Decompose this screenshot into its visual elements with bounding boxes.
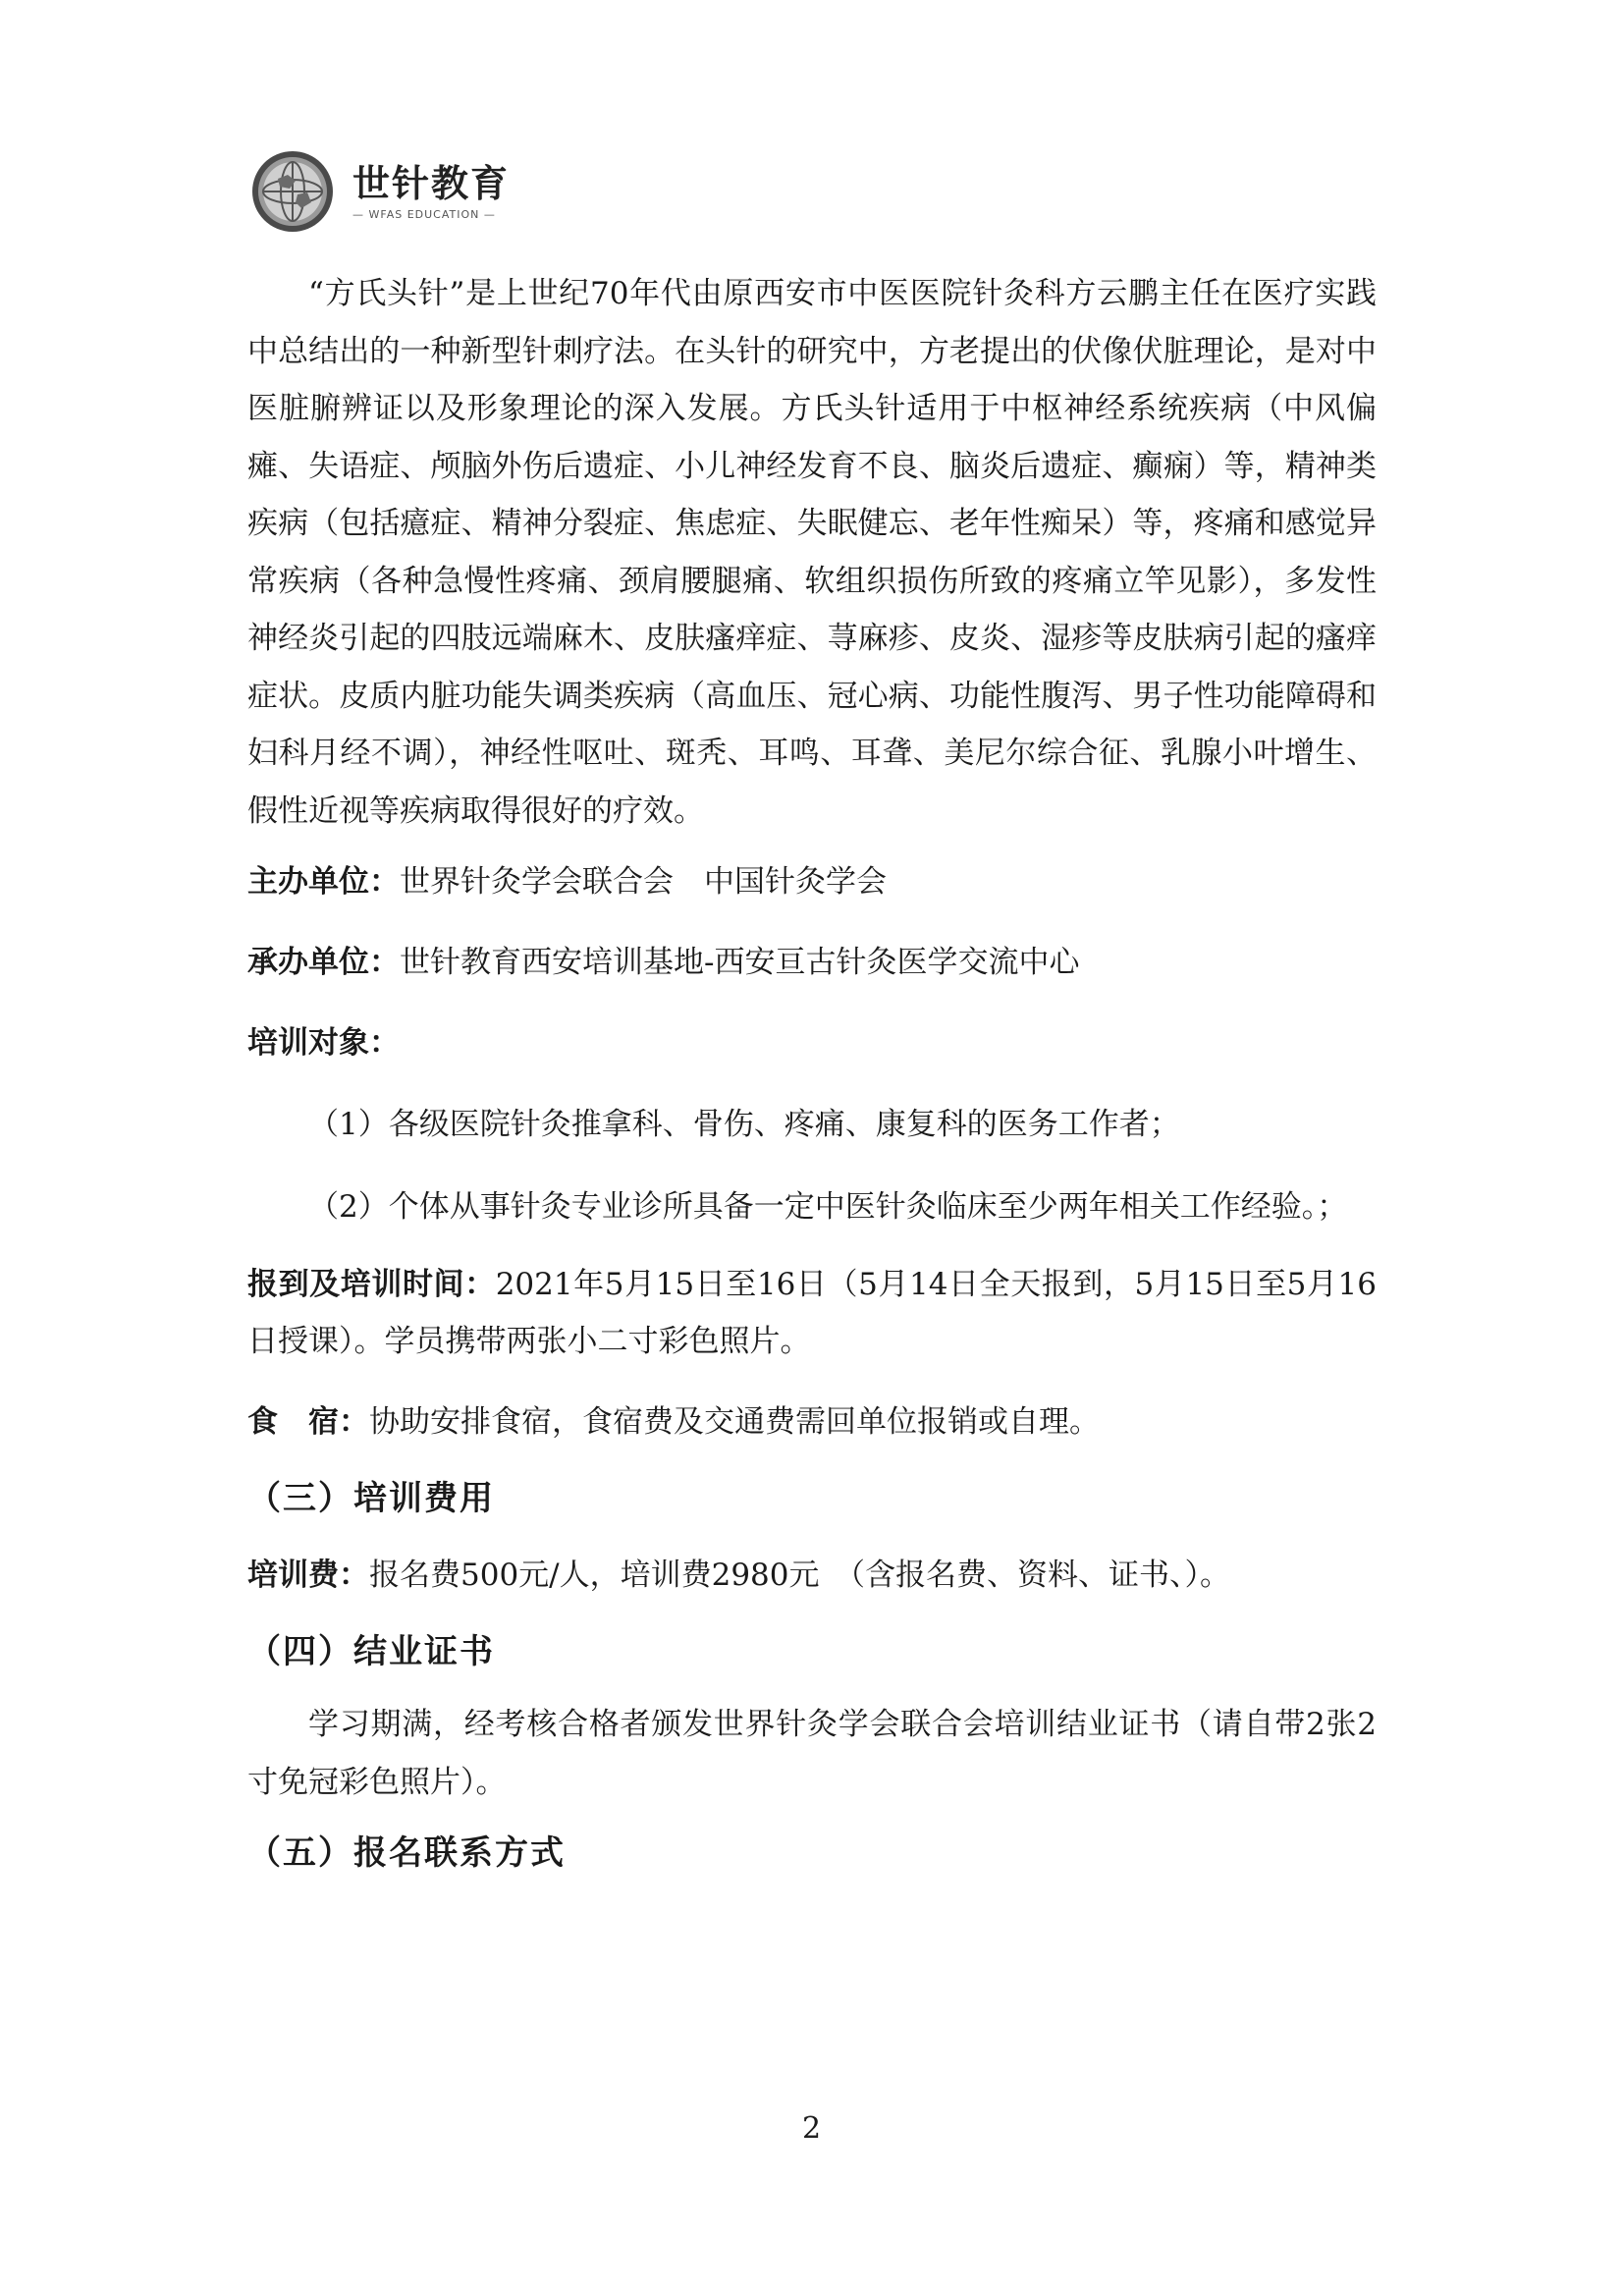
page-number: 2 [801,2111,822,2146]
certificate-paragraph: 学习期满，经考核合格者颁发世界针灸学会联合会培训结业证书（请自带2张2寸免冠彩色照片）。 [247,1707,1377,1800]
globe-emblem-icon [250,149,335,234]
audience-item-2: （2）个体从事针灸专业诊所具备一定中医针灸临床至少两年相关工作经验。； [308,1189,1348,1225]
section5-heading: （五）报名联系方式 [247,1833,566,1873]
logo-name-en: — WFAS EDUCATION — [352,208,496,221]
section4-heading: （四）结业证书 [247,1632,495,1671]
audience-label: 培训对象： [247,1025,400,1061]
organizer-label: 主办单位： [247,864,400,900]
section3-heading: （三）培训费用 [247,1479,495,1518]
wfas-education-logo [250,147,525,236]
document-body [247,265,1377,1882]
intro-paragraph: “方氏头针”是上世纪70年代由原西安市中医医院针灸科方云鹏主任在医疗实践中总结出的一种新型针刺疗法。在头针的研究中，方老提出的伏像伏脏理论，是对中医脏腑辨证以及形象理论的深入发展。方氏头针适用于中枢神经系统疾病（中风偏瘫、失语症、颅脑外伤后遗症、小儿神经发育不良、脑炎后遗症、癫痫）等，精神类疾病（包括癔症、精神分裂症、焦虑症、失眠健忘、老年性痴呆）等，疼痛和感觉异常疾病（各种急慢性疼痛、颈肩腰腿痛、软组织损伤所致的疼痛立竿见影），多发性神经炎引起的四肢远端麻木、皮肤瘙痒症、荨麻疹、皮炎、湿疹等皮肤病引起的瘙痒症状。皮质内脏功能失调类疾病（高血压、冠心病、功能性腹泻、男子性功能障碍和妇科月经不调），神经性呕吐、斑秃、耳鸣、耳聋、美尼尔综合征、乳腺小叶增生、假性近视等疾病取得很好的疗效。 [247,276,1377,829]
host-label: 承办单位： [247,945,400,980]
logo-name-cn: 世针教育 [352,162,511,205]
schedule-value: 2021年5月15日至16日（5月14日全天报到，5月15日至5月16日授课）。学员携带两张小二寸彩色照片。 [247,1267,1378,1359]
host-value: 世针教育西安培训基地-西安亘古针灸医学交流中心 [400,945,1080,980]
organizer-line [247,853,1377,910]
lodging-value: 协助安排食宿，食宿费及交通费需回单位报销或自理。 [369,1404,1100,1440]
fee-value: 报名费500元/人，培训费2980元 （含报名费、资料、证书、）。 [369,1558,1231,1593]
audience-line [247,1014,1377,1071]
host-line [247,934,1377,991]
schedule-line [247,1256,1377,1370]
organizer-value: 世界针灸学会联合会 中国针灸学会 [400,864,887,900]
audience-item-1: （1）各级医院针灸推拿科、骨伤、疼痛、康复科的医务工作者； [308,1107,1180,1142]
fee-line [247,1547,1377,1604]
lodging-line [247,1394,1377,1450]
fee-label: 培训费： [247,1558,369,1593]
schedule-label: 报到及培训时间： [247,1267,496,1302]
lodging-label: 食 宿： [247,1404,369,1440]
